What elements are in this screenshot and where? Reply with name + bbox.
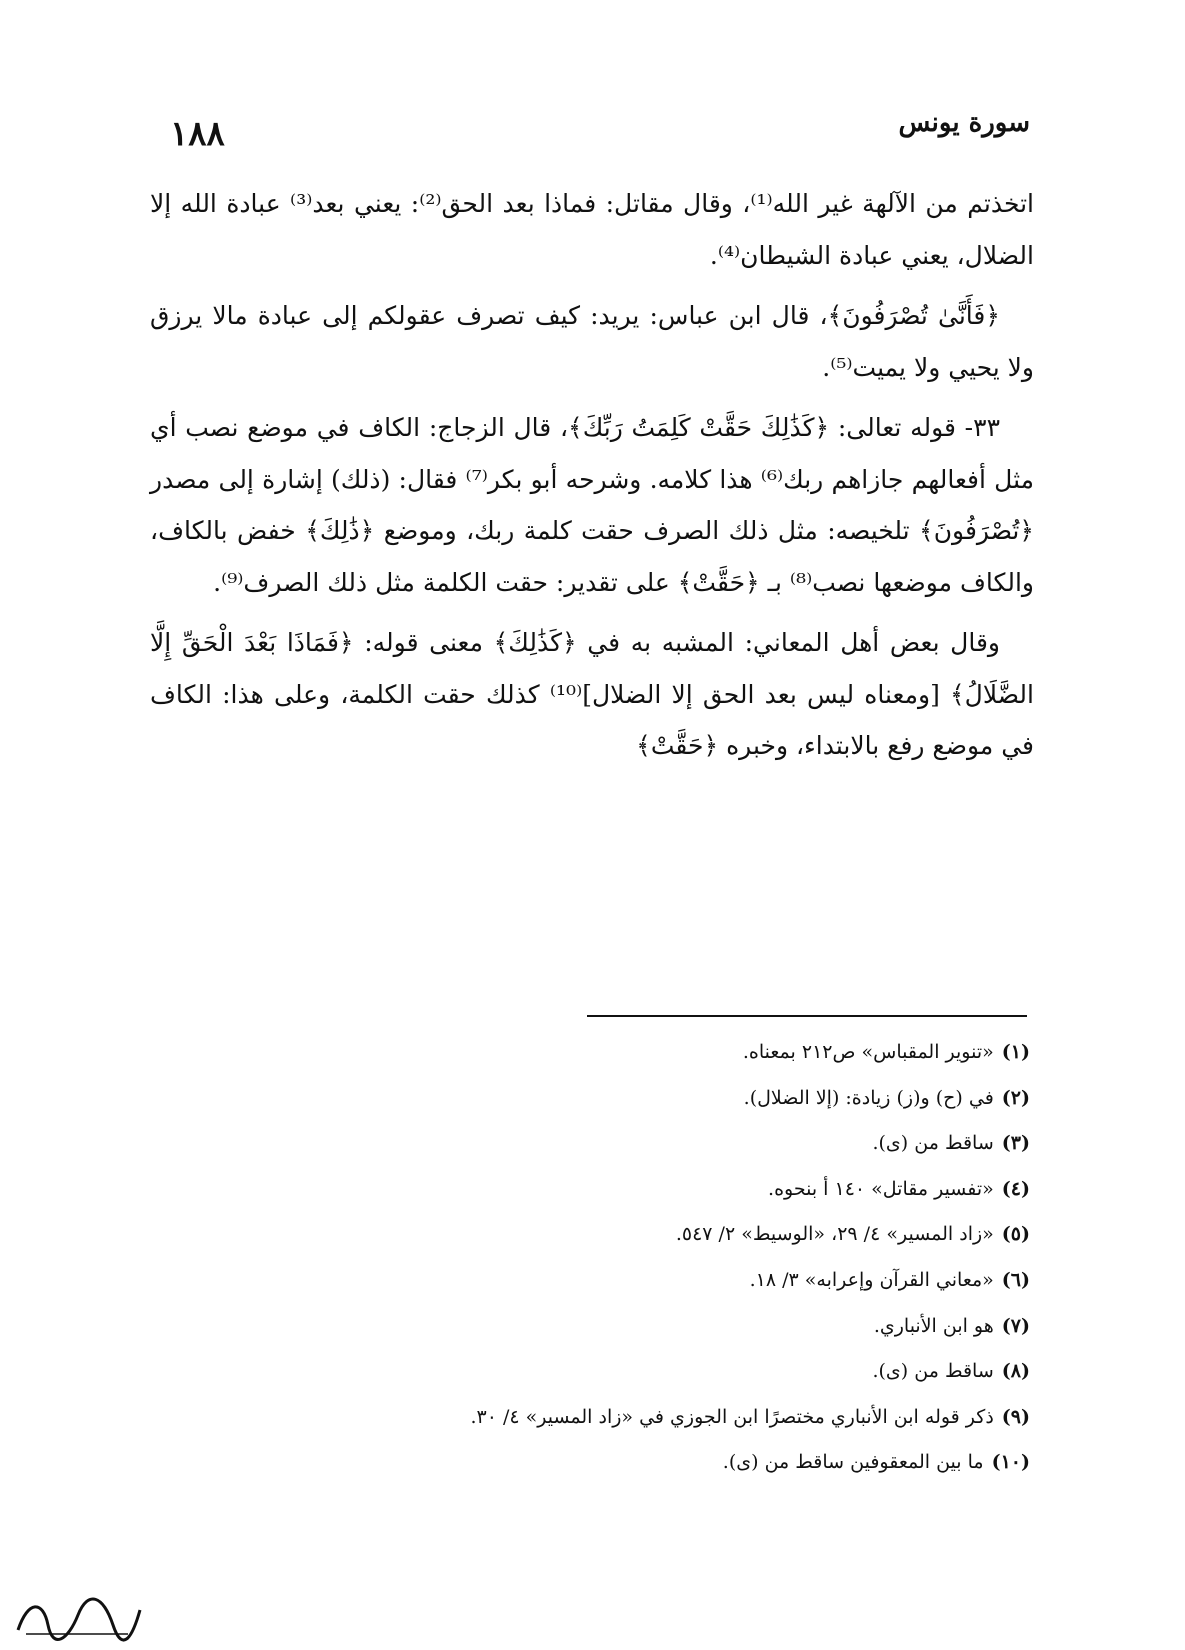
footnote-number: (٨) (1001, 1360, 1030, 1383)
footnotes (200, 1030, 1030, 1486)
page-number: ١٨٨ (170, 114, 225, 154)
footnote-text: ما بين المعقوفين ساقط من (ى). (722, 1451, 984, 1474)
footnote-number: (٦) (1001, 1268, 1030, 1291)
footnote-item (200, 1030, 1030, 1076)
footnote-divider (587, 1015, 1027, 1017)
footnote-text: ساقط من (ى). (872, 1132, 994, 1155)
footnote-number: (٩) (1001, 1405, 1030, 1428)
footnote-number: (٣) (1001, 1132, 1030, 1155)
footnote-text: «تفسير مقاتل» ١٤٠ أ بنحوه. (768, 1177, 994, 1200)
footnote-number: (١) (1001, 1041, 1030, 1063)
calligraphy-logo-icon (8, 1590, 148, 1645)
footnote-item (200, 1121, 1030, 1167)
page-header (150, 100, 1030, 160)
footnote-item (200, 1212, 1030, 1258)
footnote-number: (٥) (1001, 1223, 1030, 1246)
footnote-item (200, 1395, 1030, 1441)
footnote-item (200, 1304, 1030, 1350)
footnote-text: «زاد المسير» ٤/ ٢٩، «الوسيط» ٢/ ٥٤٧. (675, 1223, 994, 1246)
footnote-item (200, 1440, 1030, 1486)
footnote-item (200, 1258, 1030, 1304)
footnote-text: ساقط من (ى). (872, 1360, 994, 1383)
paragraph: اتخذتم من الآلهة غير الله⁽¹⁾، وقال مقاتل: فماذا بعد الحق⁽²⁾: يعني بعد⁽³⁾ عبادة الله إلا الضلال، يعني عبادة الشيطان⁽⁴⁾. (150, 189, 1034, 270)
footnote-number: (٧) (1001, 1314, 1030, 1337)
footnote-text: ذكر قوله ابن الأنباري مختصرًا ابن الجوزي في «زاد المسير» ٤/ ٣٠. (470, 1405, 994, 1428)
footnote-item (200, 1076, 1030, 1122)
footnote-number: (٢) (1001, 1086, 1030, 1109)
footnote-text: في (ح) و(ز) زيادة: (إلا الضلال). (743, 1086, 994, 1109)
footnote-text: هو ابن الأنباري. (873, 1314, 994, 1337)
footnote-text: «تنوير المقباس» ص٢١٢ بمعناه. (742, 1041, 994, 1063)
footnote-number: (٤) (1001, 1177, 1030, 1200)
surah-title: سورة يونس (898, 108, 1030, 138)
main-text (150, 178, 1034, 781)
paragraph: ٣٣- قوله تعالى: ﴿كَذَٰلِكَ حَقَّتْ كَلِمَتُ رَبِّكَ﴾، قال الزجاج: الكاف في موضع نصب أي مثل أفعالهم جازاهم ربك⁽⁶⁾ هذا كلامه. وشرحه أبو بكر⁽⁷⁾ فقال: (ذلك) إشارة إلى مصدر ﴿تُصْرَفُونَ﴾ تلخيصه: مثل ذلك الصرف حقت كلمة ربك، وموضع ﴿ذَٰلِكَ﴾ خفض بالكاف، والكاف موضعها نصب⁽⁸⁾ بـ ﴿حَقَّتْ﴾ على تقدير: حقت الكلمة مثل ذلك الصرف⁽⁹⁾. (150, 413, 1035, 597)
paragraph: وقال بعض أهل المعاني: المشبه به في ﴿كَذَٰلِكَ﴾ معنى قوله: ﴿فَمَاذَا بَعْدَ الْحَقِّ إِلَّا الضَّلَالُ﴾ [ومعناه ليس بعد الحق إلا الضلال]⁽¹⁰⁾ كذلك حقت الكلمة، وعلى هذا: الكاف في موضع رفع بالابتداء، وخبره ﴿حَقَّتْ﴾ (150, 628, 1034, 760)
footnote-item (200, 1349, 1030, 1395)
footnote-number: (١٠) (991, 1451, 1030, 1474)
footnote-item (200, 1167, 1030, 1213)
footnote-text: «معاني القرآن وإعرابه» ٣/ ١٨. (749, 1268, 994, 1291)
paragraph: ﴿فَأَنَّىٰ تُصْرَفُونَ﴾، قال ابن عباس: يريد: كيف تصرف عقولكم إلى عبادة مالا يرزق ولا يحيي ولا يميت⁽⁵⁾. (150, 301, 1034, 382)
